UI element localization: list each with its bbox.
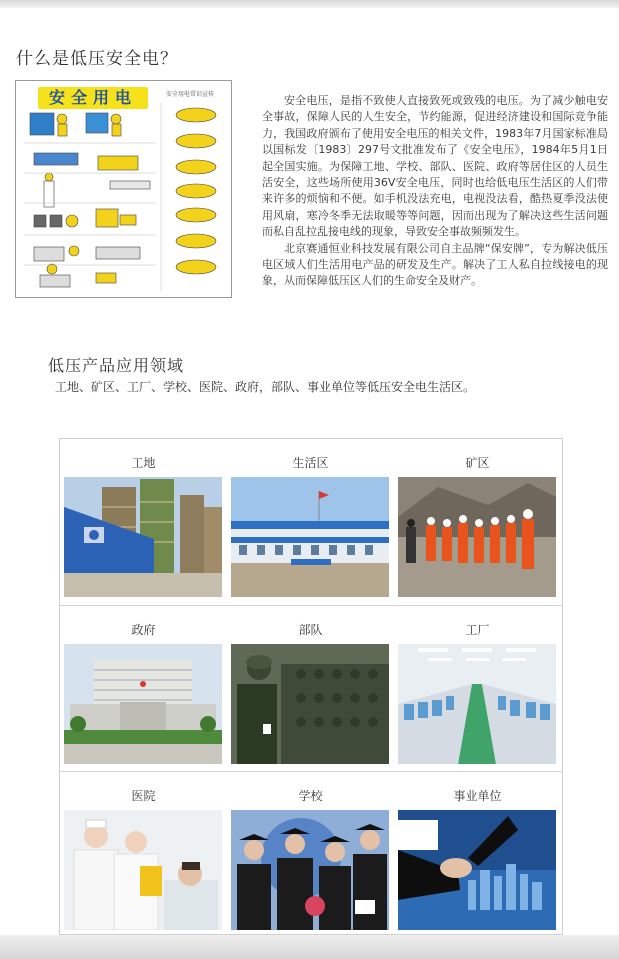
grid-row <box>60 605 562 771</box>
cell-label: 矿区 <box>465 456 490 470</box>
grid-cell-mining-area <box>394 439 561 604</box>
safe-voltage-description <box>262 93 608 290</box>
cell-label: 学校 <box>298 789 323 803</box>
poster-title: 安全用电 <box>38 87 148 109</box>
grid-cell-government <box>60 606 227 771</box>
poster-illustration <box>16 81 231 297</box>
section-title-what-is-safe-voltage: 什么是低压安全电？ <box>16 49 178 69</box>
grid-cell-institution <box>394 772 561 937</box>
factory-workshop-photo <box>398 644 556 764</box>
military-troops-photo <box>231 644 389 764</box>
cell-label: 医院 <box>131 789 156 803</box>
government-building-photo <box>64 644 222 764</box>
grid-cell-living-area <box>227 439 394 604</box>
grid-cell-hospital <box>60 772 227 937</box>
bottom-edge-bar <box>0 935 619 959</box>
cell-label: 事业单位 <box>453 789 502 803</box>
paragraph-2: 北京赛通恒业科技发展有限公司自主品牌“保安牌”，专为解决低压电区域人们生活用电产品的研发及生产。解决了工人私自拉线接电的现象，从而保障低压区人们的生命安全及财产。 <box>262 241 608 288</box>
section-title-application-fields: 低压产品应用领域 <box>48 356 185 375</box>
grid-row <box>60 439 562 604</box>
top-edge-bar <box>0 0 619 8</box>
paragraph-1: 安全电压，是指不致使人直接致死或致残的电压。为了减少触电安全事故，保障人民的人生安全，节约能源，促进经济建设和国际竞争能力，我国政府颁布了使用安全电压的相关文件，1983年7月国家标准局以国标发〔1983〕297号文批准发布了《安全电压》，1984年5月1日起全国实施。为保障工地、学校、部队、医院、政府等居住区的人员生活安全，这些场所使用36V安全电压，同时也给低电压生活区的人们带来许多的烦恼和不便。如手机没法充电，电视没法看，酷热夏季没法使用风扇，寒冷冬季无法取暖等等问题，因而出现为了解决这些生活问题而私自乱拉乱接电线的现象，导致安全事故频频发生。 <box>262 94 608 239</box>
grid-cell-factory <box>394 606 561 771</box>
grid-cell-construction-site <box>60 439 227 604</box>
business-handshake-photo <box>398 810 556 930</box>
construction-site-photo <box>64 477 222 597</box>
hospital-staff-photo <box>64 810 222 930</box>
cell-label: 政府 <box>131 623 156 637</box>
cell-label: 部队 <box>298 623 323 637</box>
living-area-photo <box>231 477 389 597</box>
mining-area-photo <box>398 477 556 597</box>
safety-poster-image <box>15 80 232 298</box>
application-grid <box>59 438 563 935</box>
cell-label: 生活区 <box>292 456 329 470</box>
cell-label: 工地 <box>131 456 156 470</box>
grid-cell-military <box>227 606 394 771</box>
grid-cell-school <box>227 772 394 937</box>
application-fields-summary: 工地、矿区、工厂、学校、医院、政府，部队、事业单位等低压安全电生活区。 <box>55 380 476 394</box>
cell-label: 工厂 <box>465 623 490 637</box>
poster-subtitle: 安全用电常识宣传 <box>166 91 215 98</box>
graduates-photo <box>231 810 389 930</box>
grid-row <box>60 771 562 937</box>
